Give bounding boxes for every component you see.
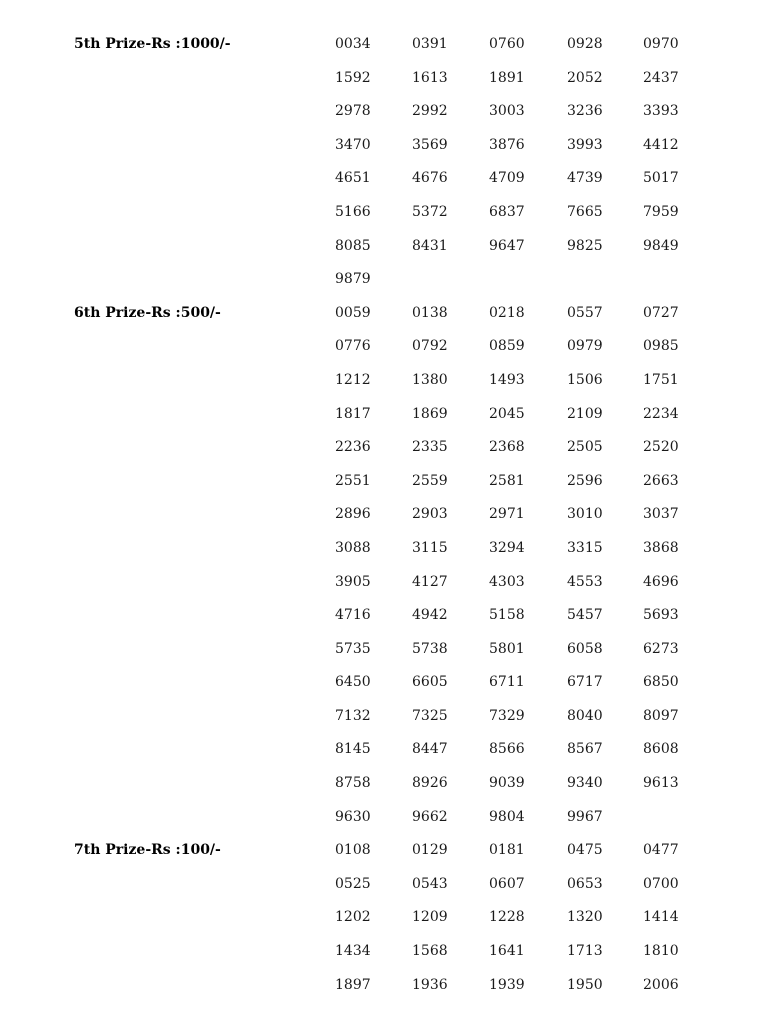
winning-number: 0970 (643, 36, 679, 52)
winning-number: 7325 (412, 707, 448, 724)
winning-number: 4709 (489, 170, 525, 187)
winning-number: 6058 (567, 640, 603, 657)
winning-number: 0653 (567, 875, 603, 892)
winning-number: 0727 (643, 304, 679, 321)
winning-number: 0543 (412, 875, 448, 892)
winning-number: 1212 (335, 371, 371, 388)
winning-number: 4651 (335, 170, 371, 187)
winning-numbers-grid (335, 834, 703, 1002)
winning-number: 3868 (643, 539, 679, 556)
winning-number: 1434 (335, 943, 371, 960)
winning-number: 2596 (567, 472, 603, 489)
winning-number: 6717 (567, 674, 603, 691)
winning-number: 2581 (489, 472, 525, 489)
winning-number: 0700 (643, 875, 679, 892)
winning-number: 6711 (489, 674, 525, 691)
winning-number: 8447 (412, 741, 448, 758)
winning-number: 1414 (643, 909, 679, 926)
winning-number: 0792 (412, 338, 448, 355)
winning-number: 5158 (489, 607, 525, 624)
winning-number: 6450 (335, 674, 371, 691)
lottery-results (74, 28, 734, 1002)
prize-label: 7th Prize-Rs :100/- (74, 842, 221, 859)
winning-number: 1592 (335, 69, 371, 86)
winning-number: 3876 (489, 136, 525, 153)
winning-number: 1810 (643, 943, 679, 960)
winning-number: 5372 (412, 203, 448, 220)
winning-number: 2896 (335, 506, 371, 523)
winning-number: 3470 (335, 136, 371, 153)
winning-number: 3569 (412, 136, 448, 153)
winning-number: 2368 (489, 439, 525, 456)
winning-number: 1641 (489, 943, 525, 960)
winning-number: 1751 (643, 371, 679, 388)
winning-number: 8431 (412, 237, 448, 254)
winning-number: 8040 (567, 707, 603, 724)
winning-number: 9967 (567, 808, 603, 825)
winning-number: 1209 (412, 909, 448, 926)
winning-number: 4716 (335, 607, 371, 624)
prize-section (74, 28, 734, 297)
winning-number: 3115 (412, 539, 448, 556)
winning-number: 2109 (567, 405, 603, 422)
winning-number: 0475 (567, 842, 603, 859)
winning-number: 3236 (567, 103, 603, 120)
winning-number: 9804 (489, 808, 525, 825)
winning-number: 1202 (335, 909, 371, 926)
winning-number: 0985 (643, 338, 679, 355)
winning-number: 0034 (335, 36, 371, 52)
winning-number: 1568 (412, 943, 448, 960)
winning-number: 7132 (335, 707, 371, 724)
winning-number: 1493 (489, 371, 525, 388)
winning-number: 3294 (489, 539, 525, 556)
winning-numbers-grid (335, 28, 703, 297)
winning-number: 3003 (489, 103, 525, 120)
prize-section (74, 297, 734, 835)
winning-number: 8145 (335, 741, 371, 758)
winning-number: 0138 (412, 304, 448, 321)
winning-number: 2335 (412, 439, 448, 456)
winning-number: 0607 (489, 875, 525, 892)
winning-number: 1891 (489, 69, 525, 86)
winning-number: 2437 (643, 69, 679, 86)
winning-number: 5017 (643, 170, 679, 187)
winning-number: 2045 (489, 405, 525, 422)
winning-number: 5166 (335, 203, 371, 220)
winning-number: 2978 (335, 103, 371, 120)
winning-number: 5693 (643, 607, 679, 624)
winning-number: 8567 (567, 741, 603, 758)
winning-number: 0391 (412, 36, 448, 52)
winning-number: 4303 (489, 573, 525, 590)
winning-number: 4676 (412, 170, 448, 187)
winning-number: 8758 (335, 775, 371, 792)
winning-number: 3088 (335, 539, 371, 556)
winning-number: 9825 (567, 237, 603, 254)
winning-number: 3993 (567, 136, 603, 153)
winning-number: 1939 (489, 976, 525, 993)
winning-number: 1950 (567, 976, 603, 993)
prize-label: 5th Prize-Rs :1000/- (74, 36, 231, 52)
winning-numbers-grid (335, 297, 703, 835)
winning-number: 2971 (489, 506, 525, 523)
winning-number: 0760 (489, 36, 525, 52)
winning-number: 1380 (412, 371, 448, 388)
winning-number: 4942 (412, 607, 448, 624)
winning-number: 9849 (643, 237, 679, 254)
winning-number: 1869 (412, 405, 448, 422)
winning-number: 9879 (335, 271, 371, 288)
winning-number: 8085 (335, 237, 371, 254)
winning-number: 0218 (489, 304, 525, 321)
winning-number: 2006 (643, 976, 679, 993)
winning-number: 2520 (643, 439, 679, 456)
winning-number: 9340 (567, 775, 603, 792)
winning-number: 6837 (489, 203, 525, 220)
winning-number: 0928 (567, 36, 603, 52)
winning-number: 6605 (412, 674, 448, 691)
prize-section (74, 834, 734, 1002)
winning-number: 5457 (567, 607, 603, 624)
winning-number: 2903 (412, 506, 448, 523)
winning-number: 1320 (567, 909, 603, 926)
winning-number: 6273 (643, 640, 679, 657)
winning-number: 1506 (567, 371, 603, 388)
winning-number: 4412 (643, 136, 679, 153)
winning-number: 0525 (335, 875, 371, 892)
winning-number: 0979 (567, 338, 603, 355)
winning-number: 7665 (567, 203, 603, 220)
winning-number: 6850 (643, 674, 679, 691)
winning-number: 2236 (335, 439, 371, 456)
winning-number: 9662 (412, 808, 448, 825)
winning-number: 7329 (489, 707, 525, 724)
winning-number: 0108 (335, 842, 371, 859)
winning-number: 4696 (643, 573, 679, 590)
winning-number: 2234 (643, 405, 679, 422)
winning-number: 0859 (489, 338, 525, 355)
winning-number: 2663 (643, 472, 679, 489)
winning-number: 3393 (643, 103, 679, 120)
winning-number: 1936 (412, 976, 448, 993)
winning-number: 9647 (489, 237, 525, 254)
winning-number: 1713 (567, 943, 603, 960)
winning-number: 0557 (567, 304, 603, 321)
winning-number: 3010 (567, 506, 603, 523)
winning-number: 2505 (567, 439, 603, 456)
winning-number: 8097 (643, 707, 679, 724)
winning-number: 1613 (412, 69, 448, 86)
winning-number: 0477 (643, 842, 679, 859)
winning-number: 2992 (412, 103, 448, 120)
winning-number: 1897 (335, 976, 371, 993)
winning-number: 4739 (567, 170, 603, 187)
winning-number: 9039 (489, 775, 525, 792)
winning-number: 3315 (567, 539, 603, 556)
winning-number: 5738 (412, 640, 448, 657)
winning-number: 7959 (643, 203, 679, 220)
winning-number: 5735 (335, 640, 371, 657)
winning-number: 1817 (335, 405, 371, 422)
winning-number: 2559 (412, 472, 448, 489)
winning-number: 3905 (335, 573, 371, 590)
winning-number: 3037 (643, 506, 679, 523)
winning-number: 0181 (489, 842, 525, 859)
winning-number: 4553 (567, 573, 603, 590)
winning-number: 2052 (567, 69, 603, 86)
winning-number: 8926 (412, 775, 448, 792)
prize-label: 6th Prize-Rs :500/- (74, 304, 221, 321)
winning-number: 0776 (335, 338, 371, 355)
winning-number: 4127 (412, 573, 448, 590)
winning-number: 5801 (489, 640, 525, 657)
winning-number: 0129 (412, 842, 448, 859)
winning-number: 8608 (643, 741, 679, 758)
winning-number: 0059 (335, 304, 371, 321)
winning-number: 2551 (335, 472, 371, 489)
winning-number: 8566 (489, 741, 525, 758)
winning-number: 9630 (335, 808, 371, 825)
winning-number: 9613 (643, 775, 679, 792)
winning-number: 1228 (489, 909, 525, 926)
